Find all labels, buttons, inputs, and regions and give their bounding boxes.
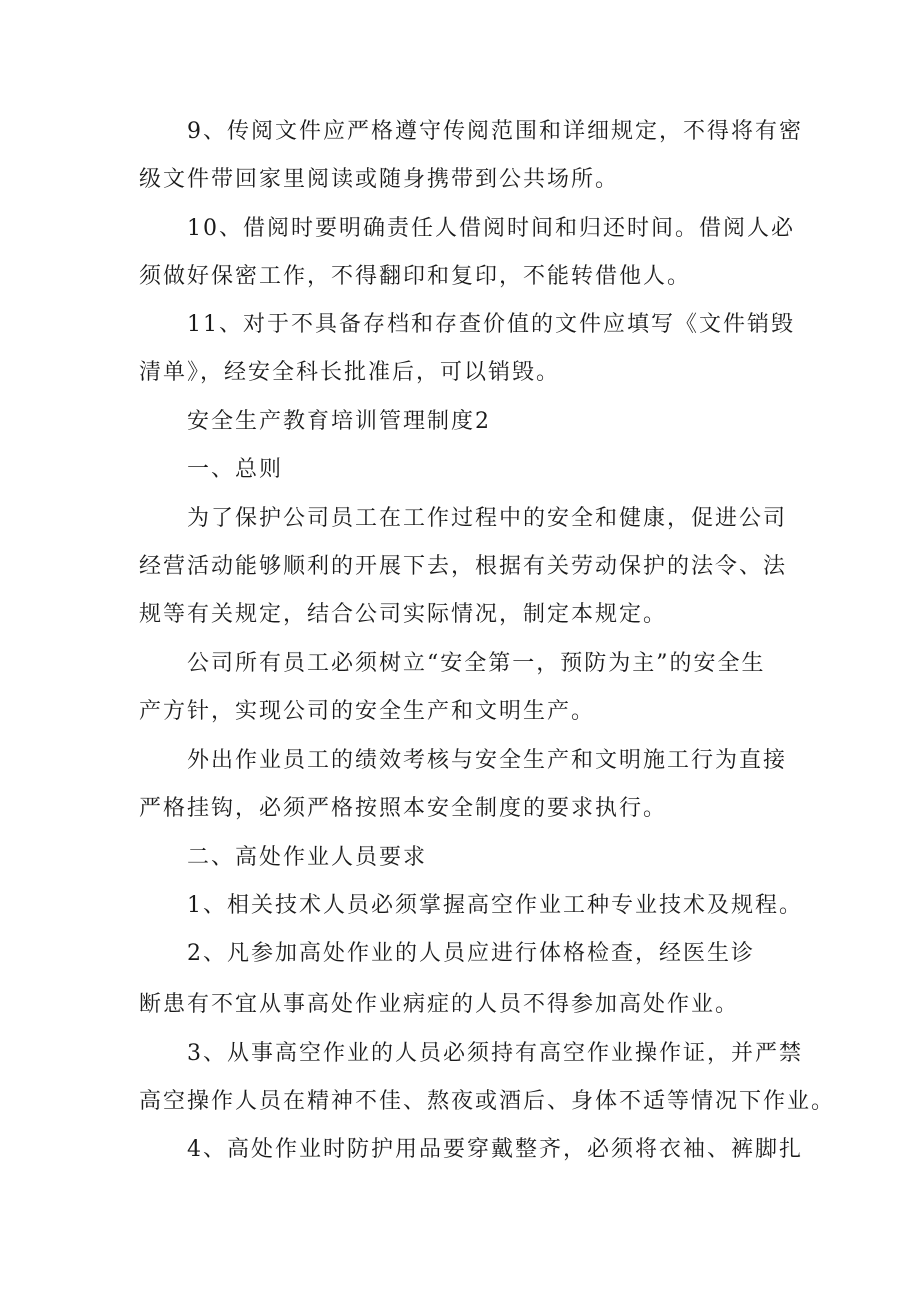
text-line: 外出作业员工的绩效考核与安全生产和文明施工行为直接 [187, 748, 788, 773]
text-line: 3、从事高空作业的人员必须持有高空作业操作证，并严禁 [187, 1041, 803, 1066]
text-line: 4、高处作业时防护用品要穿戴整齐，必须将衣袖、裤脚扎 [187, 1137, 803, 1162]
text-line: 规等有关规定，结合公司实际情况，制定本规定。 [139, 602, 668, 627]
text-line: 一、总则 [187, 457, 284, 482]
requirement-item-4 [139, 1126, 803, 1174]
text-line: 10、借阅时要明确责任人借阅时间和归还时间。借阅人必 [187, 216, 795, 241]
text-line: 11、对于不具备存档和存查价值的文件应填写《文件销毁 [187, 312, 795, 337]
section-heading-height-work [139, 834, 799, 882]
text-line: 高空操作人员在精神不佳、熬夜或酒后、身体不适等情况下作业。 [139, 1089, 836, 1114]
paragraph-item-10 [139, 205, 799, 301]
text-line: 9、传阅文件应严格遵守传阅范围和详细规定，不得将有密 [187, 119, 803, 144]
paragraph-item-9 [139, 108, 803, 204]
text-line: 为了保护公司员工在工作过程中的安全和健康，促进公司 [187, 506, 788, 531]
paragraph-item-11 [139, 301, 799, 397]
requirement-item-1 [139, 882, 803, 930]
document-title [139, 398, 799, 446]
text-line: 断患有不宜从事高处作业病症的人员不得参加高处作业。 [139, 992, 740, 1017]
text-line: 严格挂钩，必须严格按照本安全制度的要求执行。 [139, 796, 668, 821]
text-line: 2、凡参加高处作业的人员应进行体格检查，经医生诊 [187, 941, 755, 966]
section-heading-general [139, 446, 799, 494]
paragraph-general-purpose [139, 495, 799, 639]
text-line: 须做好保密工作，不得翻印和复印，不能转借他人。 [139, 264, 692, 289]
text-line: 1、相关技术人员必须掌握高空作业工种专业技术及规程。 [187, 893, 803, 918]
text-line: 安全生产教育培训管理制度2 [187, 409, 491, 434]
text-line: 清单》，经安全科长批准后，可以销毁。 [139, 360, 561, 385]
text-line: 产方针，实现公司的安全生产和文明生产。 [139, 699, 596, 724]
text-line: 二、高处作业人员要求 [187, 845, 428, 870]
paragraph-safety-policy [139, 640, 799, 736]
requirement-item-2-continued [139, 981, 799, 1029]
paragraph-performance [139, 737, 799, 833]
text-line: 经营活动能够顺利的开展下去，根据有关劳动保护的法令、法 [139, 554, 788, 579]
text-line: 级文件带回家里阅读或随身携带到公共场所。 [139, 167, 620, 192]
requirement-item-2 [139, 930, 799, 978]
requirement-item-3 [139, 1030, 836, 1126]
text-line: 公司所有员工必须树立“安全第一，预防为主”的安全生 [187, 651, 766, 676]
